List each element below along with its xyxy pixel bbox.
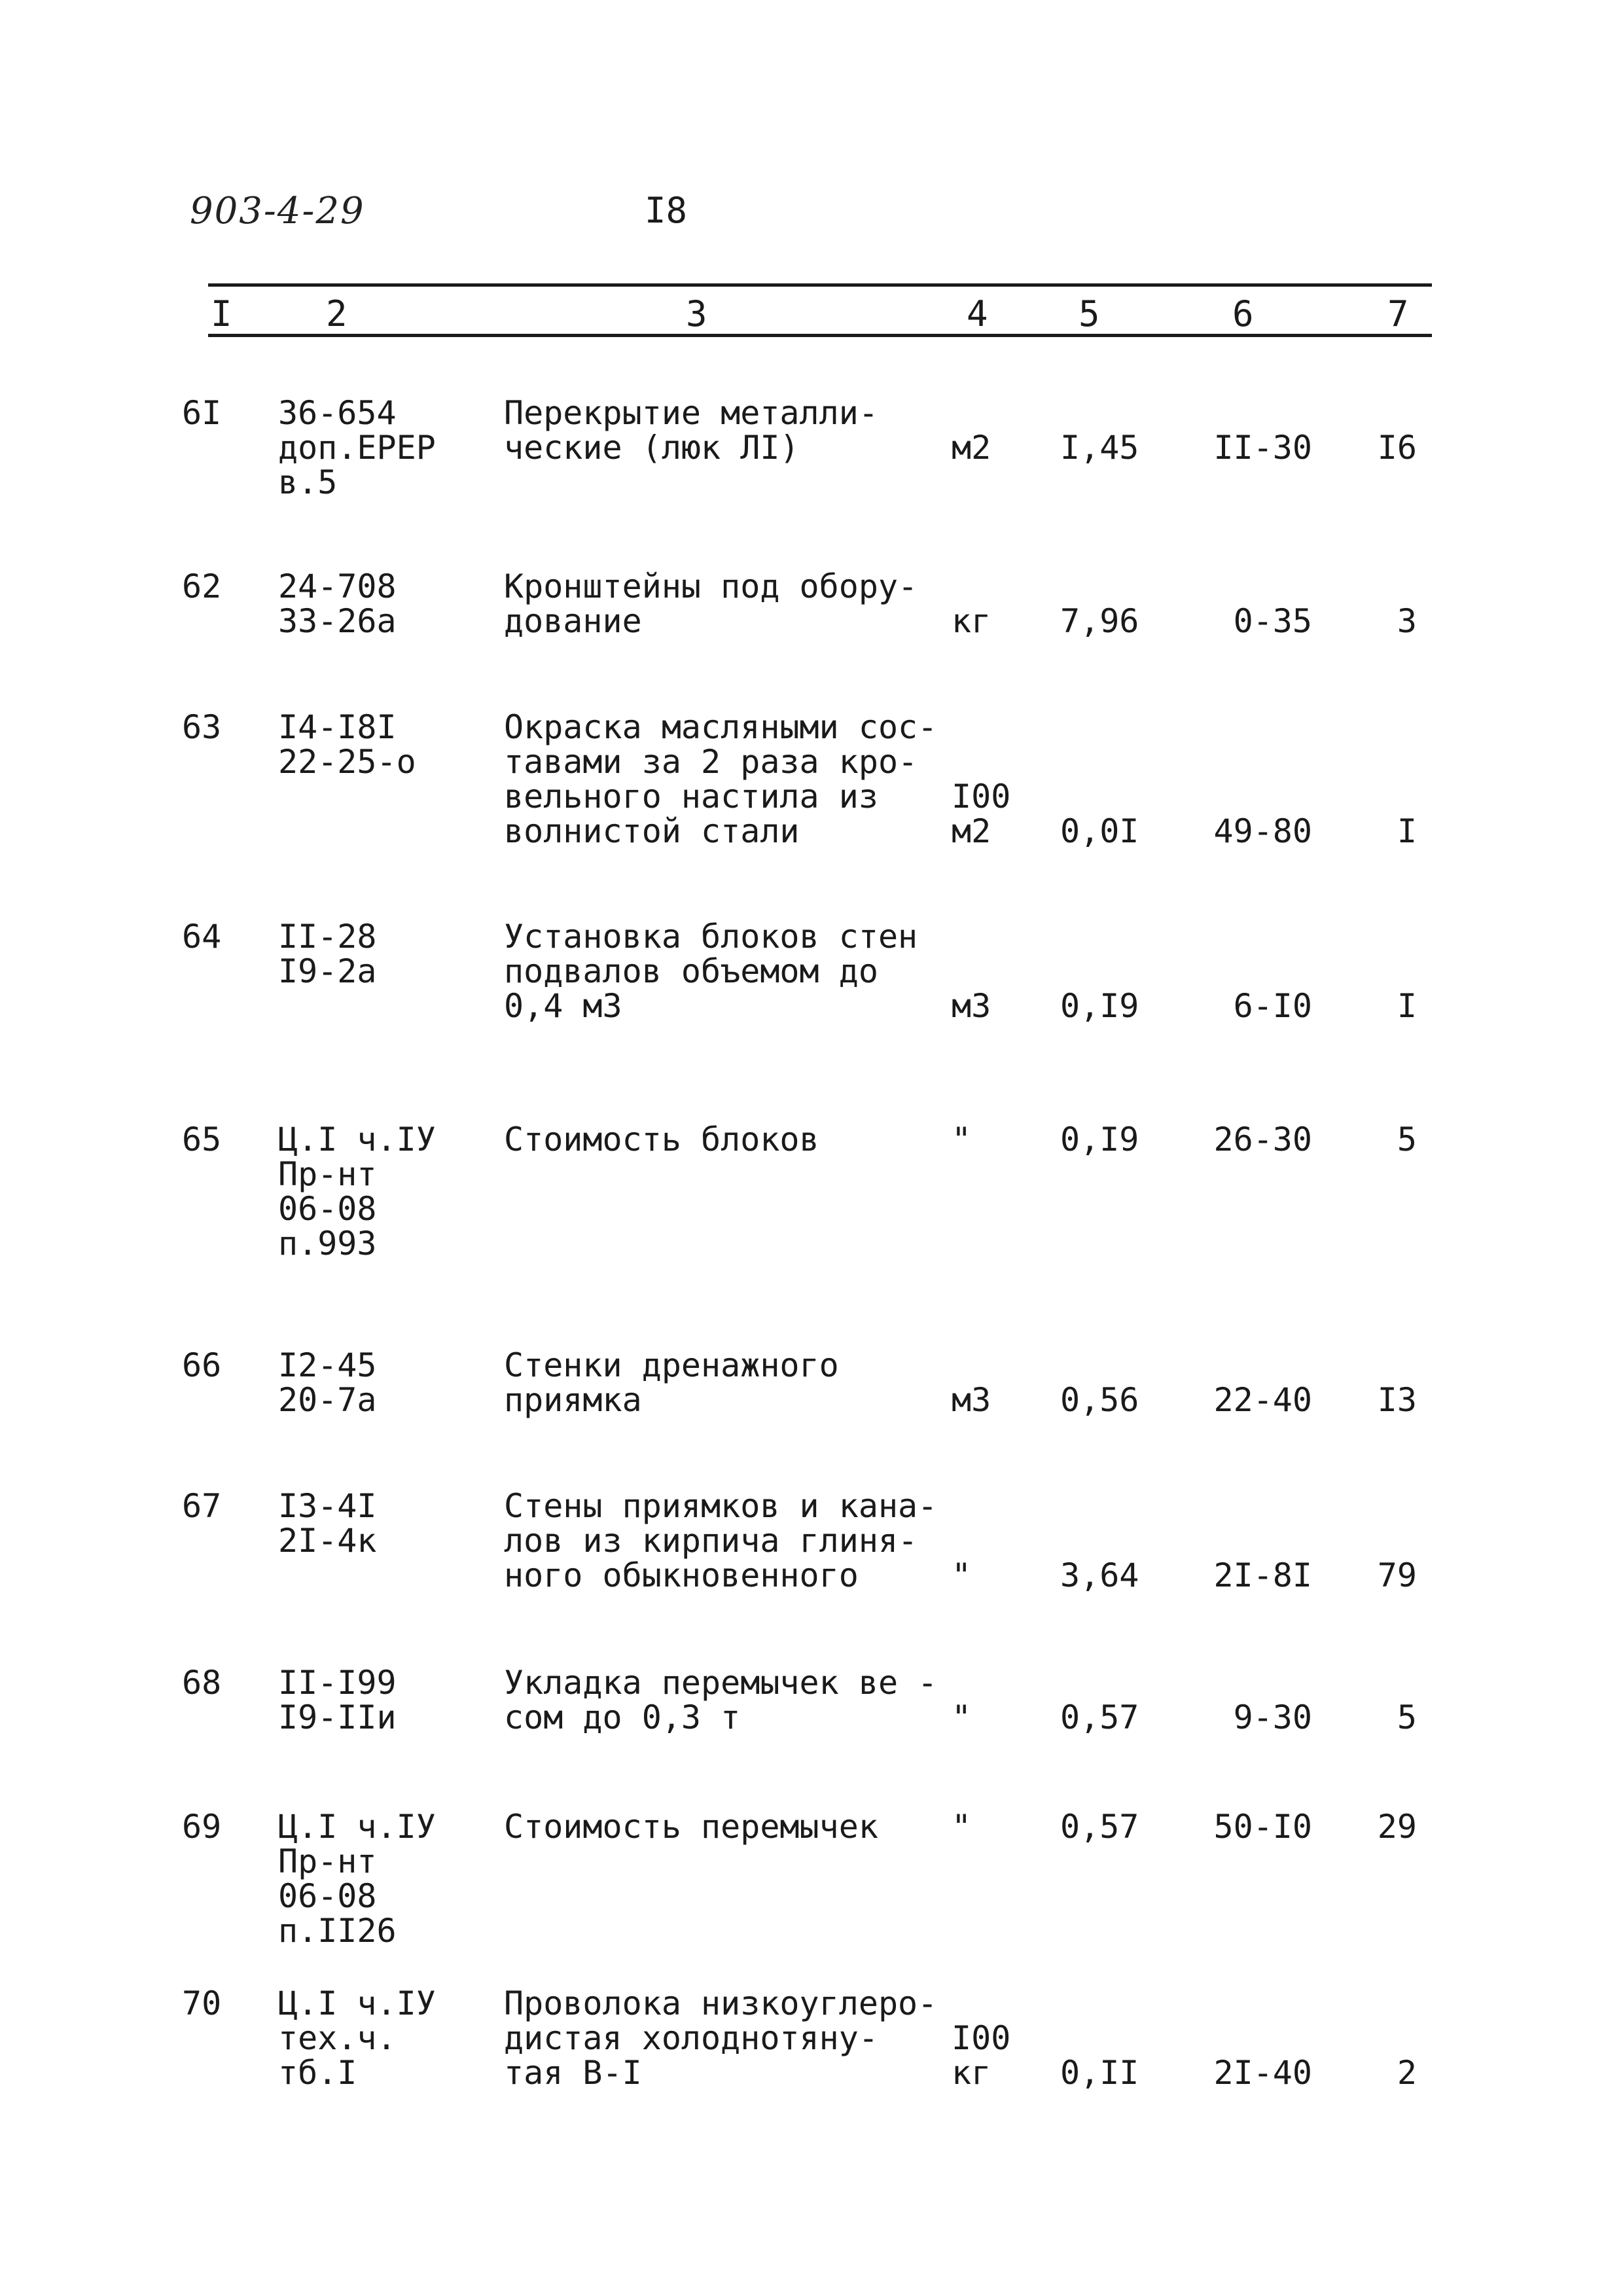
total-cost: 5	[1397, 1121, 1417, 1158]
unit-price: 9-30	[1233, 1698, 1312, 1736]
quantity: 7,96	[1060, 602, 1139, 640]
quantity: 0,57	[1060, 1808, 1139, 1846]
norm-code-line: 2I-4к	[278, 1522, 377, 1560]
work-name-line: сом до 0,3 т	[504, 1698, 741, 1736]
norm-code-line: Ц.I ч.IУ	[278, 1121, 436, 1158]
column-header-3: 3	[686, 293, 707, 334]
column-header-5: 5	[1079, 293, 1100, 334]
total-cost: I3	[1377, 1381, 1417, 1419]
unit-price: 22-40	[1213, 1381, 1312, 1419]
unit-price: 2I-40	[1213, 2054, 1312, 2092]
quantity: 0,56	[1060, 1381, 1139, 1419]
table-top-rule	[208, 283, 1432, 287]
row-number: 68	[182, 1664, 222, 1702]
norm-code-line: I3-4I	[278, 1487, 377, 1525]
work-name-line: Стенки дренажного	[504, 1346, 839, 1384]
work-name-line: Кронштейны под оборy-	[504, 567, 918, 605]
quantity: 0,I9	[1060, 987, 1139, 1025]
norm-code-line: в.5	[278, 463, 338, 501]
total-cost: 3	[1397, 602, 1417, 640]
total-cost: 29	[1377, 1808, 1417, 1846]
norm-code-line: Ц.I ч.IУ	[278, 1984, 436, 2022]
norm-code-line: I2-45	[278, 1346, 377, 1384]
total-cost: I	[1397, 987, 1417, 1025]
norm-code-line: 06-08	[278, 1190, 377, 1228]
work-name-line: Установка блоков стен	[504, 918, 918, 956]
work-name-line: дование	[504, 602, 642, 640]
row-number: 65	[182, 1121, 222, 1158]
norm-code-line: тб.I	[278, 2054, 357, 2092]
row-number: 70	[182, 1984, 222, 2022]
unit-line: кг	[952, 602, 991, 640]
row-number: 64	[182, 918, 222, 956]
work-name-line: Стоимость перемычек	[504, 1808, 878, 1846]
row-number: 62	[182, 567, 222, 605]
unit-price: II-30	[1213, 429, 1312, 467]
work-name-line: вельного настила из	[504, 778, 878, 816]
unit-line: "	[952, 1121, 972, 1158]
total-cost: 2	[1397, 2054, 1417, 2092]
work-name-line: 0,4 м3	[504, 987, 622, 1025]
unit-line: I00	[952, 778, 1011, 816]
norm-code-line: I9-2а	[278, 952, 377, 990]
work-name-line: волнистой стали	[504, 812, 800, 850]
row-number: 69	[182, 1808, 222, 1846]
quantity: 0,II	[1060, 2054, 1139, 2092]
quantity: 3,64	[1060, 1556, 1139, 1594]
norm-code-line: 06-08	[278, 1877, 377, 1915]
work-name-line: Окраска масляными сос-	[504, 708, 938, 746]
work-name-line: тая В-I	[504, 2054, 642, 2092]
norm-code-line: 36-654	[278, 394, 397, 432]
norm-code-line: п.993	[278, 1225, 377, 1263]
norm-code-line: II-I99	[278, 1664, 397, 1702]
row-number: 63	[182, 708, 222, 746]
document-code: 903-4-29	[190, 190, 365, 232]
work-name-line: Укладка перемычек ве -	[504, 1664, 938, 1702]
column-header-1: I	[211, 293, 232, 334]
norm-code-line: 20-7а	[278, 1381, 377, 1419]
unit-price: 50-I0	[1213, 1808, 1312, 1846]
unit-line: м2	[952, 812, 991, 850]
norm-code-line: II-28	[278, 918, 377, 956]
work-name-line: Проволока низкоуглеро-	[504, 1984, 938, 2022]
work-name-line: Стоимость блоков	[504, 1121, 819, 1158]
column-header-6: 6	[1232, 293, 1254, 334]
work-name-line: Перекрытие металли-	[504, 394, 878, 432]
work-name-line: ного обыкновенного	[504, 1556, 859, 1594]
table-header-rule	[208, 334, 1432, 337]
unit-line: м3	[952, 987, 991, 1025]
work-name-line: приямка	[504, 1381, 642, 1419]
unit-line: "	[952, 1808, 972, 1846]
norm-code-line: I4-I8I	[278, 708, 397, 746]
quantity: I,45	[1060, 429, 1139, 467]
norm-code-line: Ц.I ч.IУ	[278, 1808, 436, 1846]
norm-code-line: п.II26	[278, 1912, 397, 1950]
work-name-line: лов из кирпича глиня-	[504, 1522, 918, 1560]
unit-line: "	[952, 1698, 972, 1736]
quantity: 0,57	[1060, 1698, 1139, 1736]
unit-line: I00	[952, 2019, 1011, 2057]
column-header-4: 4	[967, 293, 988, 334]
work-name-line: ческие (люк ЛI)	[504, 429, 800, 467]
norm-code-line: доп.ЕРЕР	[278, 429, 436, 467]
total-cost: 5	[1397, 1698, 1417, 1736]
unit-line: кг	[952, 2054, 991, 2092]
work-name-line: подвалов объемом до	[504, 952, 878, 990]
unit-price: 49-80	[1213, 812, 1312, 850]
unit-price: 0-35	[1233, 602, 1312, 640]
unit-price: 26-30	[1213, 1121, 1312, 1158]
row-number: 6I	[182, 394, 222, 432]
norm-code-line: тех.ч.	[278, 2019, 397, 2057]
quantity: 0,0I	[1060, 812, 1139, 850]
column-header-2: 2	[326, 293, 348, 334]
total-cost: I6	[1377, 429, 1417, 467]
total-cost: I	[1397, 812, 1417, 850]
work-name-line: дистая холоднотяну-	[504, 2019, 878, 2057]
total-cost: 79	[1377, 1556, 1417, 1594]
work-name-line: тавами за 2 раза кро-	[504, 743, 918, 781]
unit-line: м3	[952, 1381, 991, 1419]
work-name-line: Стены приямков и кана-	[504, 1487, 938, 1525]
norm-code-line: 24-708	[278, 567, 397, 605]
row-number: 66	[182, 1346, 222, 1384]
norm-code-line: 33-26а	[278, 602, 397, 640]
norm-code-line: Пр-нт	[278, 1155, 377, 1193]
norm-code-line: 22-25-о	[278, 743, 416, 781]
unit-line: "	[952, 1556, 972, 1594]
unit-line: м2	[952, 429, 991, 467]
column-header-7: 7	[1387, 293, 1409, 334]
quantity: 0,I9	[1060, 1121, 1139, 1158]
unit-price: 2I-8I	[1213, 1556, 1312, 1594]
page-number: I8	[645, 190, 688, 231]
norm-code-line: Пр-нт	[278, 1842, 377, 1880]
unit-price: 6-I0	[1233, 987, 1312, 1025]
norm-code-line: I9-IIи	[278, 1698, 397, 1736]
row-number: 67	[182, 1487, 222, 1525]
